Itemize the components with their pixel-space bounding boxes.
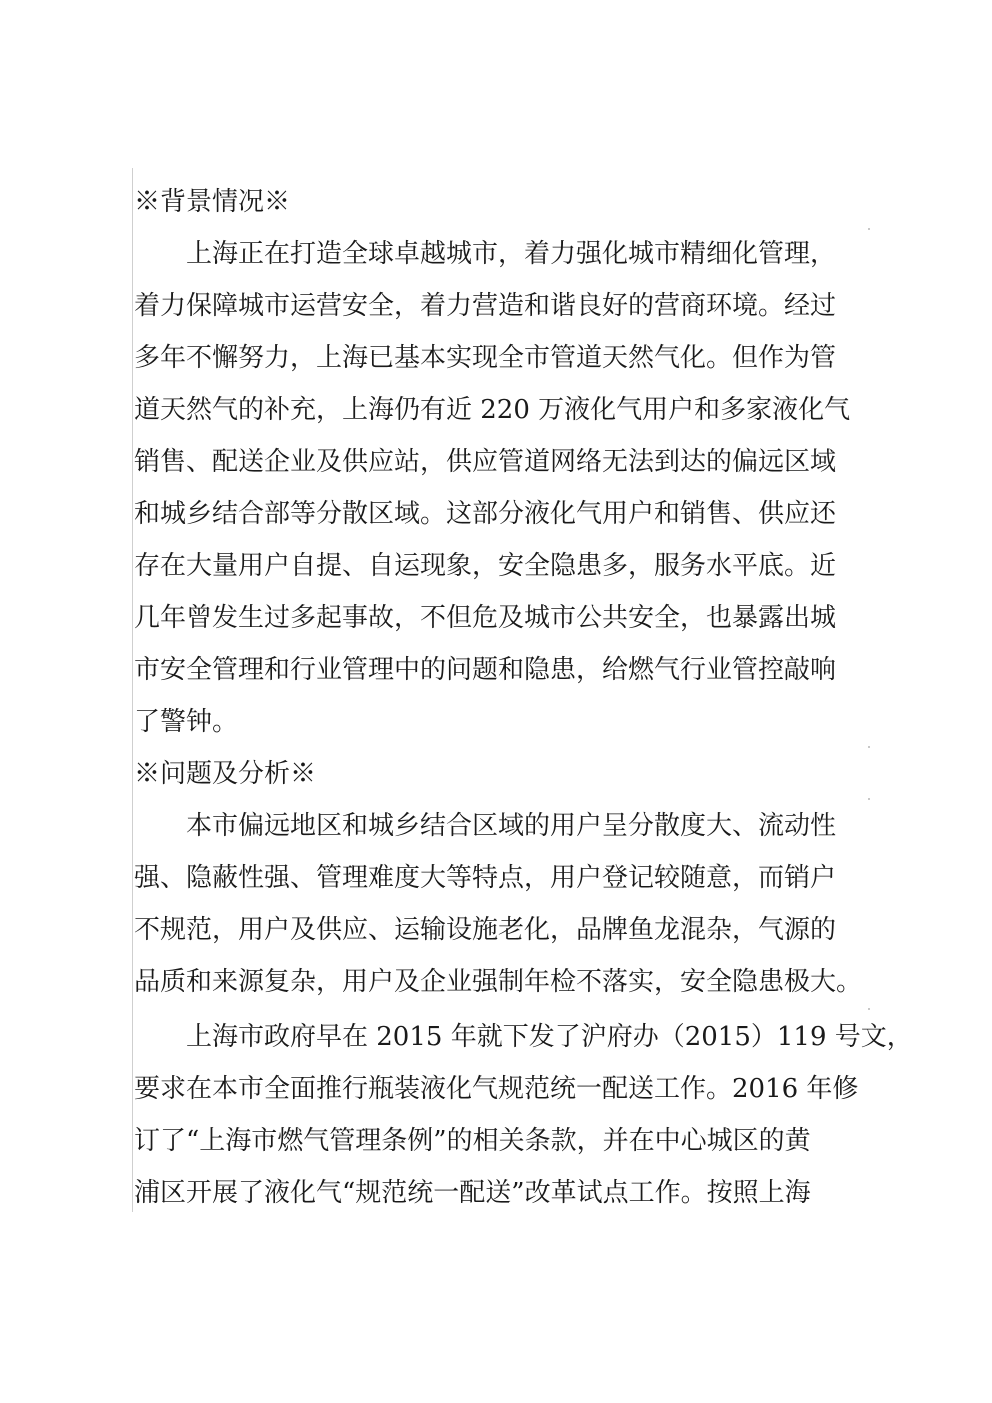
text-line: 了警钟。	[134, 707, 239, 737]
text-line: 不规范，用户及供应、运输设施老化，品牌鱼龙混杂，气源的	[134, 915, 837, 945]
text-line: 订了“上海市燃气管理条例”的相关条款，并在中心城区的黄	[134, 1126, 811, 1156]
margin-mark	[868, 228, 870, 230]
text-line: 多年不懈努力，上海已基本实现全市管道天然气化。但作为管	[134, 343, 837, 373]
text-line: 浦区开展了液化气“规范统一配送”改革试点工作。按照上海	[134, 1178, 811, 1208]
document-body	[134, 176, 913, 1219]
text-line: 本市偏远地区和城乡结合区域的用户呈分散度大、流动性	[186, 811, 837, 841]
text-line: 上海市政府早在 2015 年就下发了沪府办（2015）119 号文，	[186, 1022, 913, 1052]
margin-mark	[868, 746, 870, 748]
paragraph-background	[134, 228, 858, 748]
margin-mark	[868, 1008, 870, 1010]
text-line: 存在大量用户自提、自运现象，安全隐患多，服务水平底。近	[134, 551, 837, 581]
text-line: 市安全管理和行业管理中的问题和隐患，给燃气行业管控敲响	[134, 655, 837, 685]
paragraph-problems	[134, 800, 863, 1008]
text-line: 品质和来源复杂，用户及企业强制年检不落实，安全隐患极大。	[134, 967, 863, 997]
section-heading-problems: ※问题及分析※	[134, 759, 317, 789]
text-line: 道天然气的补充，上海仍有近 220 万液化气用户和多家液化气	[134, 395, 851, 425]
text-line: 着力保障城市运营安全，着力营造和谐良好的营商环境。经过	[134, 291, 837, 321]
section-heading-background: ※背景情况※	[134, 187, 291, 217]
left-margin-rule	[132, 168, 133, 1212]
paragraph-policy	[134, 1011, 913, 1219]
text-line: 和城乡结合部等分散区域。这部分液化气用户和销售、供应还	[134, 499, 837, 529]
margin-mark	[868, 798, 870, 800]
text-line: 几年曾发生过多起事故，不但危及城市公共安全，也暴露出城	[134, 603, 837, 633]
text-line: 上海正在打造全球卓越城市，着力强化城市精细化管理，	[186, 239, 837, 269]
text-line: 销售、配送企业及供应站，供应管道网络无法到达的偏远区域	[134, 447, 837, 477]
text-line: 要求在本市全面推行瓶装液化气规范统一配送工作。2016 年修	[134, 1074, 859, 1104]
text-line: 强、隐蔽性强、管理难度大等特点，用户登记较随意，而销户	[134, 863, 837, 893]
